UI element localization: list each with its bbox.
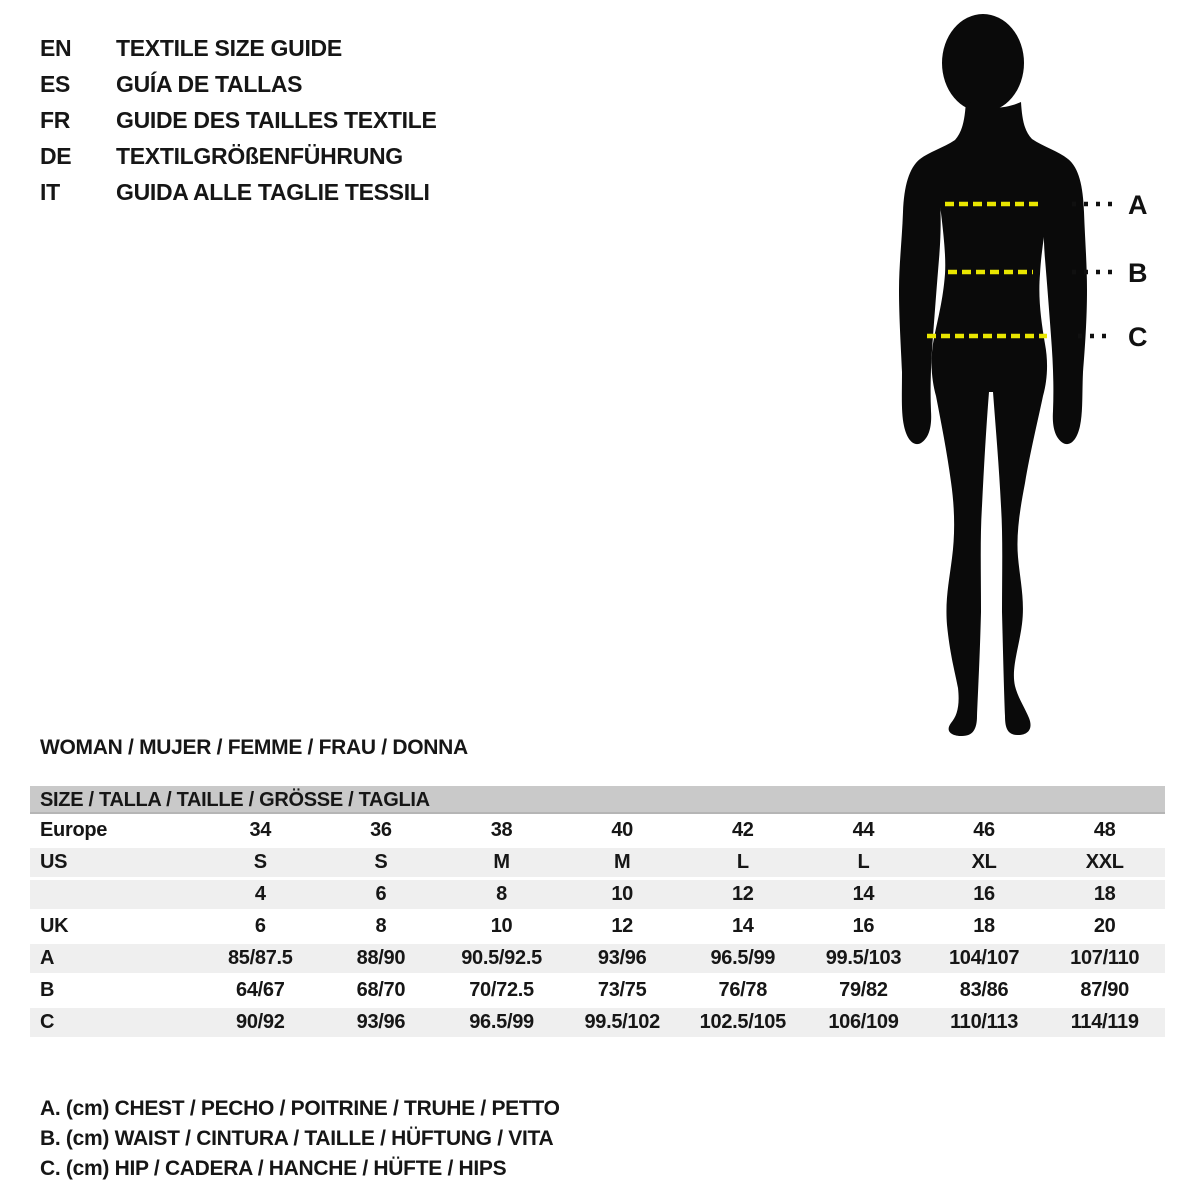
table-cell: 6 — [375, 883, 387, 905]
guide-title-fr: GUIDE DES TAILLES TEXTILE — [116, 107, 437, 133]
table-cell: 16 — [973, 883, 995, 905]
table-cell: 104/107 — [948, 947, 1020, 969]
marker-label-b: B — [1128, 258, 1148, 288]
table-cell: 83/86 — [959, 979, 1009, 1001]
table-cell: 34 — [249, 819, 272, 841]
language-code: EN — [40, 35, 72, 61]
table-cell: S — [253, 851, 267, 873]
silhouette-left-arm — [899, 159, 941, 444]
language-title-list — [40, 30, 437, 210]
table-cell: 48 — [1093, 819, 1116, 841]
table-row-us-letter — [30, 848, 1165, 877]
language-code: FR — [40, 107, 71, 133]
table-cell: 79/82 — [839, 979, 888, 1001]
table-cell: 18 — [973, 915, 995, 937]
silhouette-right-arm — [1044, 159, 1087, 444]
table-row-us-numeric — [30, 880, 1165, 909]
table-cell: 106/109 — [828, 1011, 899, 1033]
table-cell: 8 — [375, 915, 387, 937]
legend-item-chest: A. (cm) CHEST / PECHO / POITRINE / TRUHE / PETTO — [40, 1097, 560, 1120]
table-cell: 12 — [731, 883, 754, 905]
table-cell: 96.5/99 — [710, 947, 776, 969]
table-cell: XXL — [1085, 851, 1124, 873]
table-cell: 36 — [370, 819, 392, 841]
table-cell: 90/92 — [236, 1011, 285, 1033]
table-cell: 16 — [852, 915, 875, 937]
table-row-hip-c — [30, 1008, 1165, 1037]
table-cell: 6 — [254, 915, 266, 937]
table-cell: 102.5/105 — [699, 1011, 786, 1033]
measurement-legend — [40, 1094, 560, 1184]
section-heading-woman: WOMAN / MUJER / FEMME / FRAU / DONNA — [40, 736, 468, 759]
table-cell: 14 — [731, 915, 754, 937]
table-cell: L — [857, 851, 870, 873]
table-cell: 12 — [611, 915, 634, 937]
language-code: ES — [40, 71, 71, 97]
table-row-label: B — [40, 979, 55, 1001]
table-cell: 44 — [852, 819, 875, 841]
table-row-chest-a — [30, 944, 1165, 973]
language-row-it — [40, 174, 437, 210]
table-cell: 99.5/103 — [825, 947, 902, 969]
table-cell: 110/113 — [950, 1011, 1019, 1033]
table-cell: 85/87.5 — [227, 947, 293, 969]
table-cell: M — [614, 851, 631, 873]
table-row-label: C — [40, 1011, 55, 1033]
table-row-label — [30, 880, 200, 909]
table-row-label: A — [40, 947, 55, 969]
table-cell: 8 — [496, 883, 507, 905]
table-cell: 20 — [1093, 915, 1116, 937]
table-cell: 76/78 — [718, 979, 768, 1001]
table-cell: 64/67 — [236, 979, 285, 1001]
guide-title-it: GUIDA ALLE TAGLIE TESSILI — [116, 179, 430, 205]
size-table — [30, 786, 1165, 1040]
table-cell: 93/96 — [356, 1011, 406, 1033]
table-row-waist-b — [30, 976, 1165, 1005]
table-cell: 73/75 — [597, 979, 647, 1001]
table-cell: 93/96 — [597, 947, 647, 969]
marker-label-a: A — [1128, 190, 1148, 220]
language-row-fr — [40, 102, 437, 138]
table-cell: XL — [971, 851, 997, 873]
table-row-uk — [30, 912, 1165, 941]
silhouette-head — [942, 14, 1024, 112]
table-cell: 107/110 — [1070, 947, 1140, 969]
table-cell: 10 — [611, 883, 634, 905]
table-cell: 4 — [254, 883, 266, 905]
table-cell: 10 — [490, 915, 513, 937]
table-cell: 46 — [973, 819, 995, 841]
language-row-de — [40, 138, 437, 174]
table-row-label: Europe — [40, 819, 108, 841]
table-cell: S — [374, 851, 388, 873]
silhouette-body — [920, 100, 1068, 736]
table-cell: 38 — [490, 819, 513, 841]
table-cell: 114/119 — [1070, 1011, 1139, 1033]
guide-title-en: TEXTILE SIZE GUIDE — [116, 35, 342, 61]
table-cell: 88/90 — [356, 947, 406, 969]
woman-silhouette-figure — [860, 0, 1200, 760]
table-row-label: US — [40, 851, 68, 873]
table-cell: 42 — [731, 819, 754, 841]
table-cell: 14 — [852, 883, 875, 905]
table-cell: 99.5/102 — [584, 1011, 660, 1033]
language-row-en — [40, 30, 437, 66]
size-table-header — [30, 786, 1165, 814]
table-row-europe — [30, 816, 1165, 845]
table-cell: 90.5/92.5 — [461, 947, 542, 969]
language-row-es — [40, 66, 437, 102]
table-row-label: UK — [40, 915, 69, 937]
guide-title-es: GUÍA DE TALLAS — [116, 71, 303, 97]
guide-title-de: TEXTILGRÖßENFÜHRUNG — [116, 143, 403, 169]
table-cell: 96.5/99 — [469, 1011, 534, 1033]
table-cell: 68/70 — [356, 979, 406, 1001]
table-cell: L — [736, 851, 749, 873]
language-code: IT — [40, 179, 60, 205]
legend-item-waist: B. (cm) WAIST / CINTURA / TAILLE / HÜFTUNG / VITA — [40, 1127, 554, 1150]
marker-label-c: C — [1128, 322, 1148, 352]
table-cell: M — [493, 851, 510, 873]
size-table-header-label: SIZE / TALLA / TAILLE / GRÖSSE / TAGLIA — [40, 789, 430, 811]
table-cell: 87/90 — [1080, 979, 1129, 1001]
language-code: DE — [40, 143, 72, 169]
table-cell: 40 — [611, 819, 634, 841]
legend-item-hip: C. (cm) HIP / CADERA / HANCHE / HÜFTE / HIPS — [40, 1157, 507, 1180]
table-cell: 70/72.5 — [469, 979, 534, 1001]
table-cell: 18 — [1093, 883, 1116, 905]
